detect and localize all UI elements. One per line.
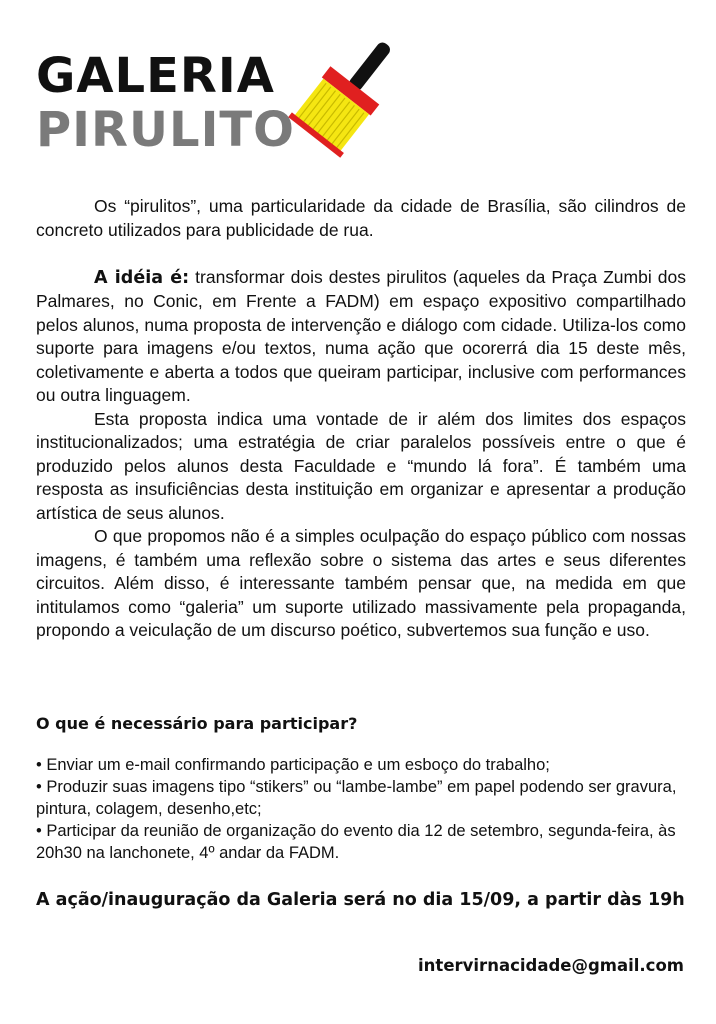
paragraph-intro: Os “pirulitos”, uma particularidade da cidade de Brasília, são cilindros de concreto utilizados para publicidade de rua. bbox=[36, 196, 686, 240]
requirement-item: • Enviar um e-mail confirmando participação e um esboço do trabalho; bbox=[36, 756, 550, 774]
contact-email: intervirnacidade@gmail.com bbox=[418, 956, 684, 975]
requirements-list bbox=[36, 754, 686, 864]
logo-title-galeria: GALERIA bbox=[36, 48, 275, 104]
paragraph-reflection: O que propomos não é a simples oculpação do espaço público com nossas imagens, é também uma reflexão sobre o sistema das artes e seus diferentes circuitos. Além disso, é interessante também pensar que, na medida em que intitulamos como “galeria” um suporte utilizado massivamente pela propaganda, propondo a veiculação de um discurso poético, subvertemos sua função e uso. bbox=[36, 526, 686, 640]
requirement-item: • Participar da reunião de organização do evento dia 12 de setembro, segunda-feira, às 20h30 na lanchonete, 4º andar da FADM. bbox=[36, 822, 676, 862]
requirements-heading: O que é necessário para participar? bbox=[36, 714, 358, 733]
body-text bbox=[36, 195, 686, 643]
paragraph-idea-text: transformar dois destes pirulitos (aqueles da Praça Zumbi dos Palmares, no Conic, em Frente a FADM) em espaço expositivo compartilhado pelos alunos, numa proposta de intervenção e diálogo com cidade. Utiliza-los como suporte para imagens e/ou textos, numa ação que ocorerrá dia 15 deste mês, coletivamente e aberta a todos que queiram participar, inclusive com performances ou outra linguagem. bbox=[36, 266, 686, 405]
requirement-item: • Produzir suas imagens tipo “stikers” ou “lambe-lambe” em papel podendo ser gravura, pintura, colagem, desenho,etc; bbox=[36, 778, 677, 818]
paint-brush-icon bbox=[286, 36, 404, 160]
logo-title-pirulito: PIRULITO bbox=[36, 102, 295, 158]
paragraph-idea-lead: A idéia é: bbox=[94, 267, 190, 288]
event-announcement: A ação/inauguração da Galeria será no dia 15/09, a partir dàs 19h bbox=[36, 890, 685, 910]
paragraph-proposal: Esta proposta indica uma vontade de ir além dos limites dos espaços institucionalizados; uma estratégia de criar paralelos possíveis entre o que é produzido pelos alunos desta Faculdade e “mundo lá fora”. É também uma resposta as insuficiências desta instituição em organizar e apresentar a produção artística de seus alunos. bbox=[36, 408, 686, 523]
paragraph-idea bbox=[36, 266, 686, 408]
